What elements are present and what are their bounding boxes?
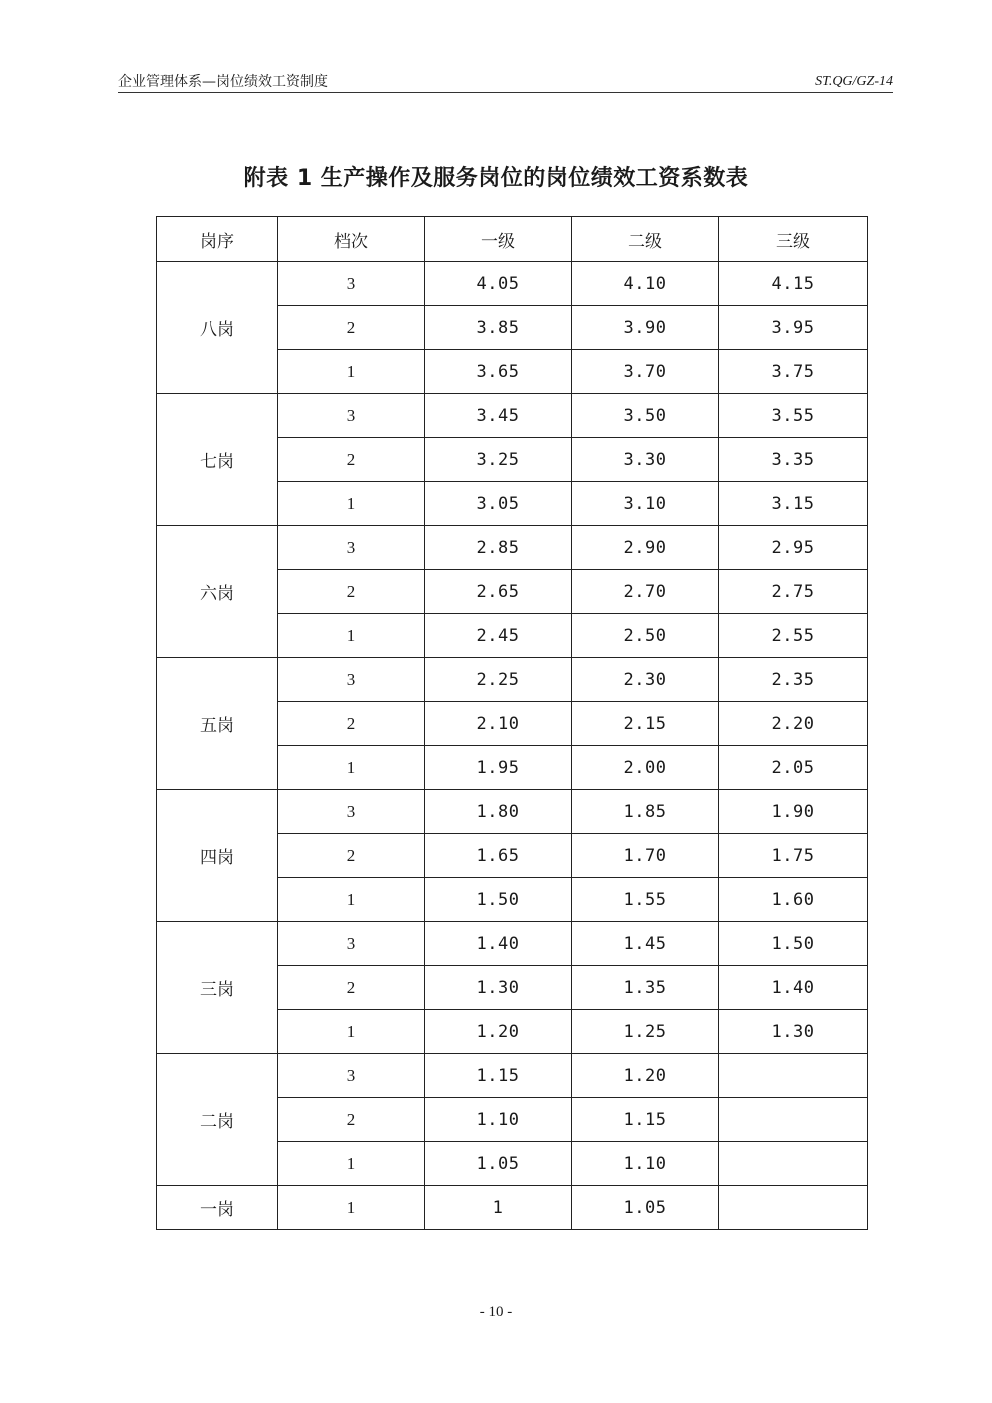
- coefficient-cell: 2.95: [719, 526, 868, 570]
- grade-cell: 2: [278, 1098, 425, 1142]
- coefficient-cell: 2.10: [425, 702, 572, 746]
- coefficient-cell: 3.90: [572, 306, 719, 350]
- coefficient-cell: 1: [425, 1186, 572, 1230]
- coefficient-cell: 1.70: [572, 834, 719, 878]
- coefficient-cell: 3.65: [425, 350, 572, 394]
- page-number: - 10 -: [479, 1304, 513, 1320]
- coefficient-cell: 1.30: [719, 1010, 868, 1054]
- coefficient-cell: [719, 1098, 868, 1142]
- coefficient-cell: 3.25: [425, 438, 572, 482]
- coefficient-cell: 1.40: [425, 922, 572, 966]
- grade-cell: 3: [278, 262, 425, 306]
- column-header-post: 岗序: [157, 217, 278, 262]
- coefficient-cell: 1.15: [425, 1054, 572, 1098]
- coefficient-cell: 1.30: [425, 966, 572, 1010]
- coefficient-cell: 1.95: [425, 746, 572, 790]
- coefficient-cell: 1.55: [572, 878, 719, 922]
- table-row: [157, 526, 868, 570]
- coefficient-cell: 3.85: [425, 306, 572, 350]
- header-doc-code: ST.QG/GZ-14: [815, 74, 893, 89]
- coefficient-cell: 1.60: [719, 878, 868, 922]
- coefficient-cell: 3.70: [572, 350, 719, 394]
- coefficient-cell: 1.45: [572, 922, 719, 966]
- coefficient-cell: 1.50: [719, 922, 868, 966]
- table-row: [157, 394, 868, 438]
- coefficient-cell: 2.00: [572, 746, 719, 790]
- table-row: [157, 658, 868, 702]
- coefficient-cell: 3.55: [719, 394, 868, 438]
- coefficient-cell: 1.25: [572, 1010, 719, 1054]
- coefficient-cell: 2.05: [719, 746, 868, 790]
- grade-cell: 2: [278, 570, 425, 614]
- coefficient-cell: 1.50: [425, 878, 572, 922]
- coefficient-cell: 3.75: [719, 350, 868, 394]
- post-cell: 三岗: [157, 922, 278, 1054]
- coefficient-cell: 3.35: [719, 438, 868, 482]
- coefficient-cell: 2.15: [572, 702, 719, 746]
- coefficient-cell: 2.50: [572, 614, 719, 658]
- coefficient-cell: 3.50: [572, 394, 719, 438]
- coefficient-cell: 2.65: [425, 570, 572, 614]
- post-cell: 一岗: [157, 1186, 278, 1230]
- grade-cell: 3: [278, 658, 425, 702]
- coefficient-cell: [719, 1186, 868, 1230]
- coefficient-cell: 1.20: [425, 1010, 572, 1054]
- coefficient-cell: 1.35: [572, 966, 719, 1010]
- coefficient-cell: 1.40: [719, 966, 868, 1010]
- coefficient-cell: 3.95: [719, 306, 868, 350]
- grade-cell: 1: [278, 482, 425, 526]
- coefficient-cell: 1.65: [425, 834, 572, 878]
- coefficient-cell: 2.75: [719, 570, 868, 614]
- table-title: 附表 1 生产操作及服务岗位的岗位绩效工资系数表: [243, 166, 749, 191]
- coefficient-cell: 2.35: [719, 658, 868, 702]
- grade-cell: 3: [278, 922, 425, 966]
- grade-cell: 2: [278, 702, 425, 746]
- coefficient-cell: 2.85: [425, 526, 572, 570]
- column-header-level-2: 二级: [572, 217, 719, 262]
- coefficient-cell: 1.05: [425, 1142, 572, 1186]
- coefficient-cell: 1.20: [572, 1054, 719, 1098]
- coefficient-cell: 1.85: [572, 790, 719, 834]
- coefficient-cell: 2.90: [572, 526, 719, 570]
- coefficient-cell: 3.45: [425, 394, 572, 438]
- grade-cell: 3: [278, 526, 425, 570]
- coefficient-cell: 1.05: [572, 1186, 719, 1230]
- coefficient-cell: 1.75: [719, 834, 868, 878]
- grade-cell: 3: [278, 790, 425, 834]
- grade-cell: 1: [278, 1186, 425, 1230]
- table-row: [157, 922, 868, 966]
- coefficient-cell: [719, 1142, 868, 1186]
- coefficient-cell: [719, 1054, 868, 1098]
- coefficient-cell: 1.90: [719, 790, 868, 834]
- post-cell: 四岗: [157, 790, 278, 922]
- column-header-level-3: 三级: [719, 217, 868, 262]
- grade-cell: 2: [278, 966, 425, 1010]
- coefficient-cell: 4.15: [719, 262, 868, 306]
- coefficient-cell: 3.15: [719, 482, 868, 526]
- post-cell: 二岗: [157, 1054, 278, 1186]
- coefficient-cell: 4.10: [572, 262, 719, 306]
- post-cell: 五岗: [157, 658, 278, 790]
- coefficient-cell: 1.15: [572, 1098, 719, 1142]
- coefficient-cell: 2.30: [572, 658, 719, 702]
- column-header-grade: 档次: [278, 217, 425, 262]
- table-row: [157, 1054, 868, 1098]
- coefficient-cell: 4.05: [425, 262, 572, 306]
- grade-cell: 1: [278, 1142, 425, 1186]
- coefficient-cell: 3.05: [425, 482, 572, 526]
- table-row: [157, 790, 868, 834]
- table-row: [157, 1186, 868, 1230]
- post-cell: 八岗: [157, 262, 278, 394]
- table-header-row: [157, 217, 868, 262]
- column-header-level-1: 一级: [425, 217, 572, 262]
- grade-cell: 1: [278, 746, 425, 790]
- coefficient-cell: 1.80: [425, 790, 572, 834]
- coefficient-cell: 2.70: [572, 570, 719, 614]
- table-body: [157, 262, 868, 1230]
- grade-cell: 3: [278, 1054, 425, 1098]
- page-header: [118, 74, 893, 93]
- grade-cell: 1: [278, 1010, 425, 1054]
- grade-cell: 1: [278, 878, 425, 922]
- coefficient-cell: 2.20: [719, 702, 868, 746]
- header-doc-title: 企业管理体系—岗位绩效工资制度: [118, 74, 328, 90]
- coefficient-cell: 2.25: [425, 658, 572, 702]
- post-cell: 七岗: [157, 394, 278, 526]
- coefficient-cell: 1.10: [572, 1142, 719, 1186]
- grade-cell: 1: [278, 350, 425, 394]
- coefficient-cell: 3.30: [572, 438, 719, 482]
- coefficient-table: [156, 216, 868, 1230]
- coefficient-cell: 2.45: [425, 614, 572, 658]
- coefficient-cell: 3.10: [572, 482, 719, 526]
- grade-cell: 2: [278, 306, 425, 350]
- post-cell: 六岗: [157, 526, 278, 658]
- grade-cell: 2: [278, 438, 425, 482]
- grade-cell: 1: [278, 614, 425, 658]
- table-row: [157, 262, 868, 306]
- coefficient-cell: 2.55: [719, 614, 868, 658]
- coefficient-cell: 1.10: [425, 1098, 572, 1142]
- grade-cell: 3: [278, 394, 425, 438]
- grade-cell: 2: [278, 834, 425, 878]
